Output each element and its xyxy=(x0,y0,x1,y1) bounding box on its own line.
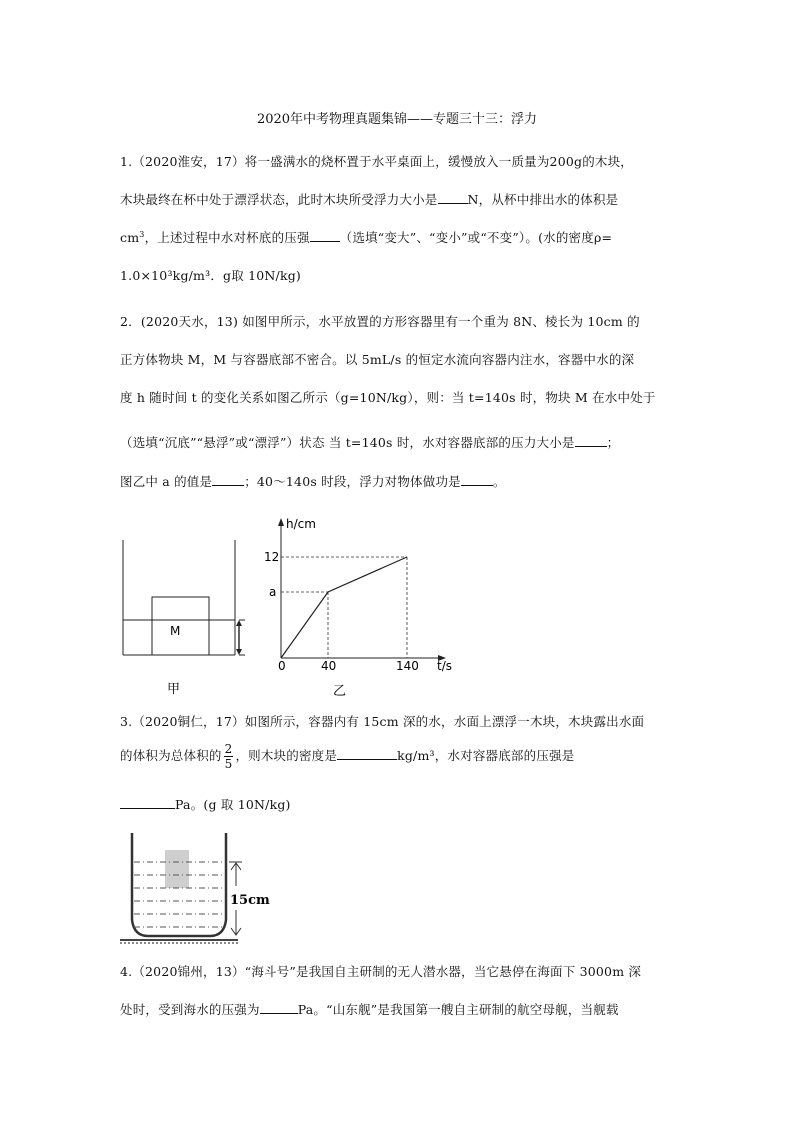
q4-text: Pa。“山东舰”是我国第一艘自主研制的航空母舰，当舰载 xyxy=(297,1002,619,1017)
q2-text: 图乙中 a 的值是 xyxy=(120,474,213,489)
figure-yi-caption: 乙 xyxy=(333,684,347,699)
q1-blank-pressure[interactable] xyxy=(310,229,340,242)
q3-line-2 xyxy=(120,742,574,771)
q2-blank-a[interactable] xyxy=(212,473,244,486)
q1-text: N，从杯中排出水的体积是 xyxy=(467,192,619,207)
q1-text: 木块最终在杯中处于漂浮状态，此时木块所受浮力大小是 xyxy=(120,192,438,207)
depth-label: 15cm xyxy=(230,893,270,908)
q2-line-2: 正方体物块 M，M 与容器底部不密合。以 5mL/s 的恒定水流向容器内注水，容器中水的深 xyxy=(120,352,635,367)
figure-container-wood xyxy=(118,828,288,946)
q1-text: cm xyxy=(120,230,140,245)
fraction-two-fifths xyxy=(224,742,234,771)
q2-line-3: 度 h 随时间 t 的变化关系如图乙所示（g=10N/kg），则：当 t=140s 时，物块 M 在水中处于 xyxy=(120,390,656,405)
block-m xyxy=(152,597,209,655)
q2-text: （选填“沉底”“悬浮”或“漂浮”）状态 当 t=140s 时，水对容器底部的压力大小是 xyxy=(120,435,575,450)
block-m-label: M xyxy=(170,624,181,638)
fraction-denominator: 5 xyxy=(224,757,233,771)
q1-blank-buoyancy[interactable] xyxy=(438,191,468,204)
q4-line-2 xyxy=(120,1000,619,1018)
fraction-numerator: 2 xyxy=(224,742,233,756)
q2-line-4 xyxy=(120,433,619,451)
x-axis-label: t/s xyxy=(437,659,452,673)
q1-line-3: $cm^3$，上述过程中水对杯底的压强 （选填“变大”、“变小”或“不变”）。(水的密度ρ= xyxy=(120,229,613,245)
y-tick-12: 12 xyxy=(264,550,280,564)
q1-text: （选填“变大”、“变小”或“不变”）。(水的密度ρ= xyxy=(339,230,613,245)
wood-block xyxy=(165,850,189,888)
q3-line-3 xyxy=(120,795,291,813)
page-title: 2020年中考物理真题集锦——专题三十三：浮力 xyxy=(256,112,538,127)
q3-text: kg/m³，水对容器底部的压强是 xyxy=(397,748,575,763)
figure-yi-chart xyxy=(262,510,462,700)
q3-text: ，则木块的密度是 xyxy=(235,748,338,763)
q2-line-1: 2．(2020天水，13) 如图甲所示，水平放置的方形容器里有一个重为 8N、棱长为 10cm 的 xyxy=(120,314,640,329)
x-tick-0: 0 xyxy=(278,659,286,673)
y-axis-arrow-icon xyxy=(278,518,284,526)
q4-blank-pressure[interactable] xyxy=(260,1001,298,1014)
q3-line-1: 3.（2020铜仁，17）如图所示，容器内有 15cm 深的水，水面上漂浮一木块，木块露出水面 xyxy=(120,714,645,729)
q2-line-5 xyxy=(120,472,506,490)
q4-line-1: 4.（2020锦州，13）“海斗号”是我国自主研制的无人潜水器，当它悬停在海面下 3000m 深 xyxy=(120,964,642,979)
q1-text: ，上述过程中水对杯底的压强 xyxy=(144,230,310,245)
q2-text: 。 xyxy=(492,474,506,489)
series-line xyxy=(281,557,407,658)
x-tick-40: 40 xyxy=(321,659,337,673)
q2-text: ； xyxy=(606,435,620,450)
q1-line-4: 1.0×10³kg/m³．g取 10N/kg) xyxy=(120,268,302,283)
arrow-down-icon xyxy=(236,649,242,655)
q3-blank-density[interactable] xyxy=(337,747,397,760)
q2-blank-force[interactable] xyxy=(575,434,607,447)
q1-line-1: 1.（2020淮安，17）将一盛满水的烧杯置于水平桌面上，缓慢放入一质量为200g的木块， xyxy=(120,154,634,169)
q4-text: 处时，受到海水的压强为 xyxy=(120,1002,260,1017)
q3-text: 的体积为总体积的 xyxy=(120,748,222,763)
q3-text: Pa。(g 取 10N/kg) xyxy=(175,797,291,812)
y-tick-a: a xyxy=(269,585,277,599)
q2-text: ；40～140s 时段，浮力对物体做功是 xyxy=(244,474,461,489)
x-tick-140: 140 xyxy=(396,659,419,673)
arrow-up-icon xyxy=(236,620,242,626)
y-axis-label: h/cm xyxy=(286,517,316,531)
figure-jia xyxy=(115,525,255,700)
q3-blank-pressure[interactable] xyxy=(120,796,175,809)
figure-jia-caption: 甲 xyxy=(167,682,181,697)
q1-line-2 xyxy=(120,190,618,208)
q2-blank-work[interactable] xyxy=(461,473,493,486)
